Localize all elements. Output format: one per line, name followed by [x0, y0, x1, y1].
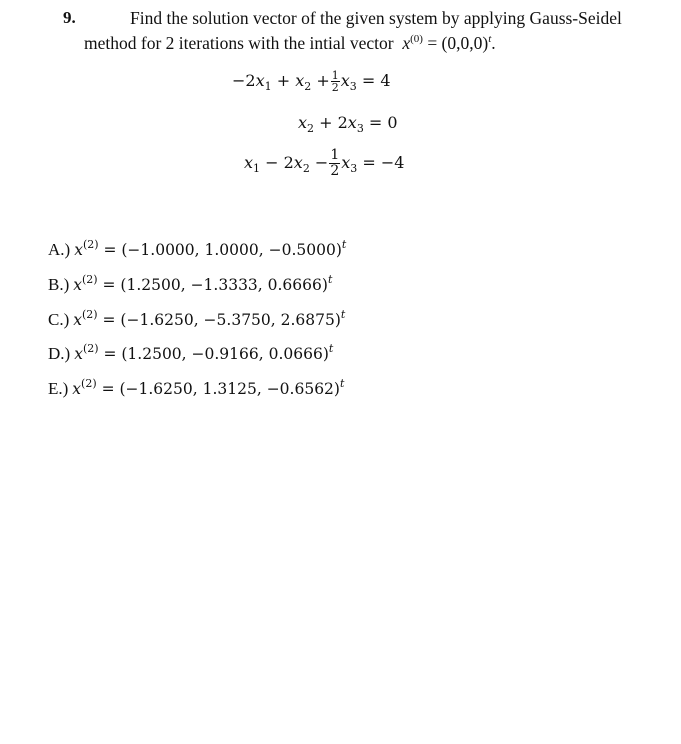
option-value — [73, 307, 346, 329]
eq2-op2: + 2 — [314, 113, 348, 132]
eq3-sub1: 1 — [253, 162, 261, 175]
initial-vector-transpose: t — [488, 33, 492, 45]
option-sup: (2) — [81, 377, 97, 391]
eq3-var3: x — [341, 153, 351, 172]
eq1-coef1: −2 — [232, 71, 256, 90]
option-var: x — [74, 345, 83, 364]
eq1-fraction — [331, 70, 340, 93]
option-transpose: t — [341, 238, 347, 252]
eq2-var2: x — [298, 113, 308, 132]
option-var: x — [72, 380, 82, 399]
eq1-sub3: 3 — [349, 80, 357, 93]
option-e[interactable] — [48, 372, 346, 407]
eq1-var2: x — [295, 71, 305, 90]
eq1-frac-den: 2 — [331, 81, 339, 94]
eq1-op1: + — [271, 71, 296, 90]
eq1-sub1: 1 — [264, 80, 272, 93]
eq1-sub2: 2 — [304, 80, 312, 93]
answer-options — [48, 233, 346, 406]
question-line2-text: method for 2 iterations with the intial vector — [84, 33, 394, 53]
option-b[interactable] — [48, 268, 346, 303]
initial-vector-value: = (0,0,0) — [427, 33, 489, 53]
eq3-var2: x — [293, 153, 303, 172]
option-letter: B.) — [48, 275, 70, 295]
option-transpose: t — [339, 377, 345, 391]
option-value — [73, 273, 333, 295]
option-letter: C.) — [48, 309, 70, 329]
option-var: x — [73, 276, 82, 295]
option-a[interactable] — [48, 233, 346, 268]
question-text-line2 — [84, 33, 496, 54]
option-value — [74, 342, 334, 364]
option-c[interactable] — [48, 302, 346, 337]
initial-vector-var: x — [402, 33, 411, 53]
option-sup: (2) — [82, 307, 98, 321]
option-letter: E.) — [48, 379, 69, 399]
eq2-sub3: 3 — [356, 122, 364, 135]
option-value — [72, 377, 345, 399]
initial-vector-sup: (0) — [410, 33, 423, 45]
option-transpose: t — [327, 273, 333, 287]
option-var: x — [73, 310, 82, 329]
option-sup: (2) — [82, 238, 99, 252]
option-sup: (2) — [82, 273, 98, 287]
question-text-line1: Find the solution vector of the given system by applying Gauss-Seidel — [130, 8, 622, 28]
eq1-frac-num: 1 — [331, 69, 339, 82]
option-tuple: = (1.2500, −1.3333, 0.6666) — [97, 276, 328, 295]
equation-1 — [232, 70, 391, 93]
eq3-frac-num: 1 — [330, 147, 340, 163]
equation-2 — [298, 113, 398, 135]
option-tuple: = (−1.6250, 1.3125, −0.6562) — [96, 380, 340, 399]
eq3-frac-den: 2 — [330, 163, 340, 179]
eq3-rhs: = −4 — [357, 153, 405, 172]
option-tuple: = (−1.0000, 1.0000, −0.5000) — [98, 241, 342, 260]
eq3-op1: − 2 — [260, 153, 294, 172]
initial-vector-end: . — [491, 33, 496, 53]
option-letter: D.) — [48, 344, 71, 364]
eq3-var1: x — [244, 153, 254, 172]
option-tuple: = (−1.6250, −5.3750, 2.6875) — [97, 310, 341, 329]
eq2-sub2: 2 — [307, 122, 315, 135]
eq3-op2: − — [309, 153, 329, 172]
eq1-op2: + — [311, 71, 330, 90]
eq3-sub2: 2 — [302, 162, 310, 175]
option-transpose: t — [340, 307, 346, 321]
eq1-rhs: = 4 — [356, 71, 391, 90]
eq1-var3: x — [340, 71, 350, 90]
eq1-var1: x — [255, 71, 265, 90]
option-d[interactable] — [48, 337, 346, 372]
eq2-var3: x — [347, 113, 357, 132]
option-tuple: = (1.2500, −0.9166, 0.0666) — [98, 345, 329, 364]
option-value — [74, 238, 347, 260]
eq3-fraction — [329, 148, 340, 179]
option-letter: A.) — [48, 240, 71, 260]
option-var: x — [74, 241, 83, 260]
question-number: 9. — [63, 8, 76, 27]
equation-3 — [244, 148, 404, 179]
option-sup: (2) — [82, 342, 99, 356]
eq3-sub3: 3 — [350, 162, 358, 175]
eq2-rhs: = 0 — [363, 113, 398, 132]
option-transpose: t — [328, 342, 334, 356]
